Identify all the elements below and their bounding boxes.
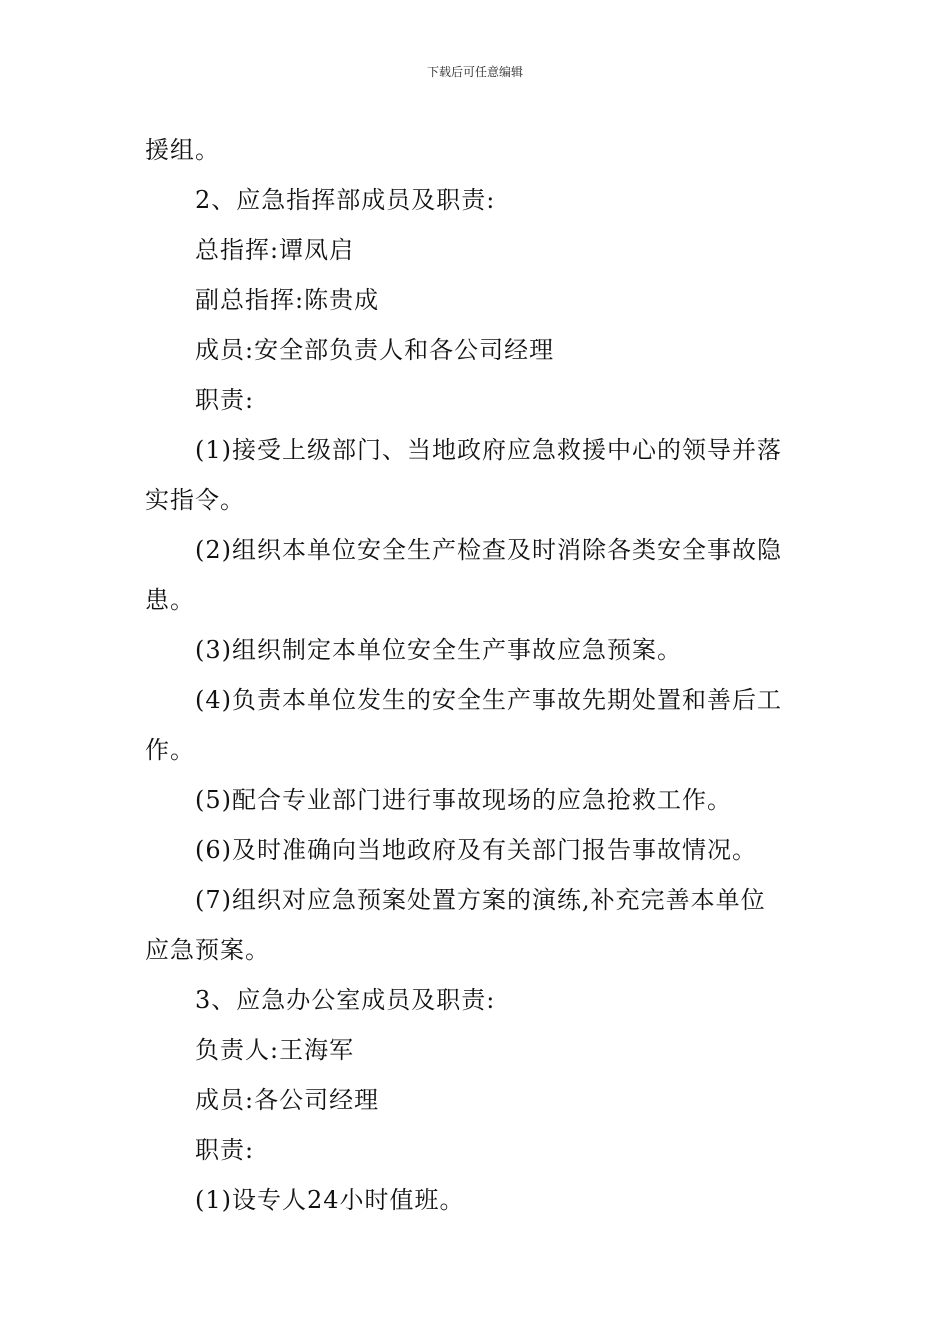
list-item-continuation: 应急预案。 xyxy=(145,936,270,964)
text-line: 副总指挥:陈贵成 xyxy=(195,286,380,314)
text-line: 总指挥:谭凤启 xyxy=(195,236,355,264)
list-item-continuation: 实指令。 xyxy=(145,486,245,514)
list-item: (5)配合专业部门进行事故现场的应急抢救工作。 xyxy=(195,786,732,814)
list-item: (4)负责本单位发生的安全生产事故先期处置和善后工 xyxy=(195,686,782,714)
text-line: 成员:安全部负责人和各公司经理 xyxy=(195,336,555,364)
list-item: (6)及时准确向当地政府及有关部门报告事故情况。 xyxy=(195,836,757,864)
text-line: 成员:各公司经理 xyxy=(195,1086,380,1114)
text-line: 援组。 xyxy=(145,136,220,164)
list-item: (1)接受上级部门、当地政府应急救援中心的领导并落 xyxy=(195,436,782,464)
list-item-continuation: 患。 xyxy=(145,586,195,614)
section-heading: 2、应急指挥部成员及职责: xyxy=(195,186,496,214)
text-line: 职责: xyxy=(195,386,255,414)
text-line: 负责人:王海军 xyxy=(195,1036,355,1064)
page-header: 下载后可任意编辑 xyxy=(426,65,523,79)
list-item: (7)组织对应急预案处置方案的演练,补充完善本单位 xyxy=(195,886,766,914)
list-item-continuation: 作。 xyxy=(145,736,195,764)
list-item: (2)组织本单位安全生产检查及时消除各类安全事故隐 xyxy=(195,536,782,564)
section-heading: 3、应急办公室成员及职责: xyxy=(195,986,496,1014)
list-item: (1)设专人24小时值班。 xyxy=(195,1186,465,1214)
list-item: (3)组织制定本单位安全生产事故应急预案。 xyxy=(195,636,682,664)
text-line: 职责: xyxy=(195,1136,255,1164)
document-body xyxy=(145,130,810,1230)
